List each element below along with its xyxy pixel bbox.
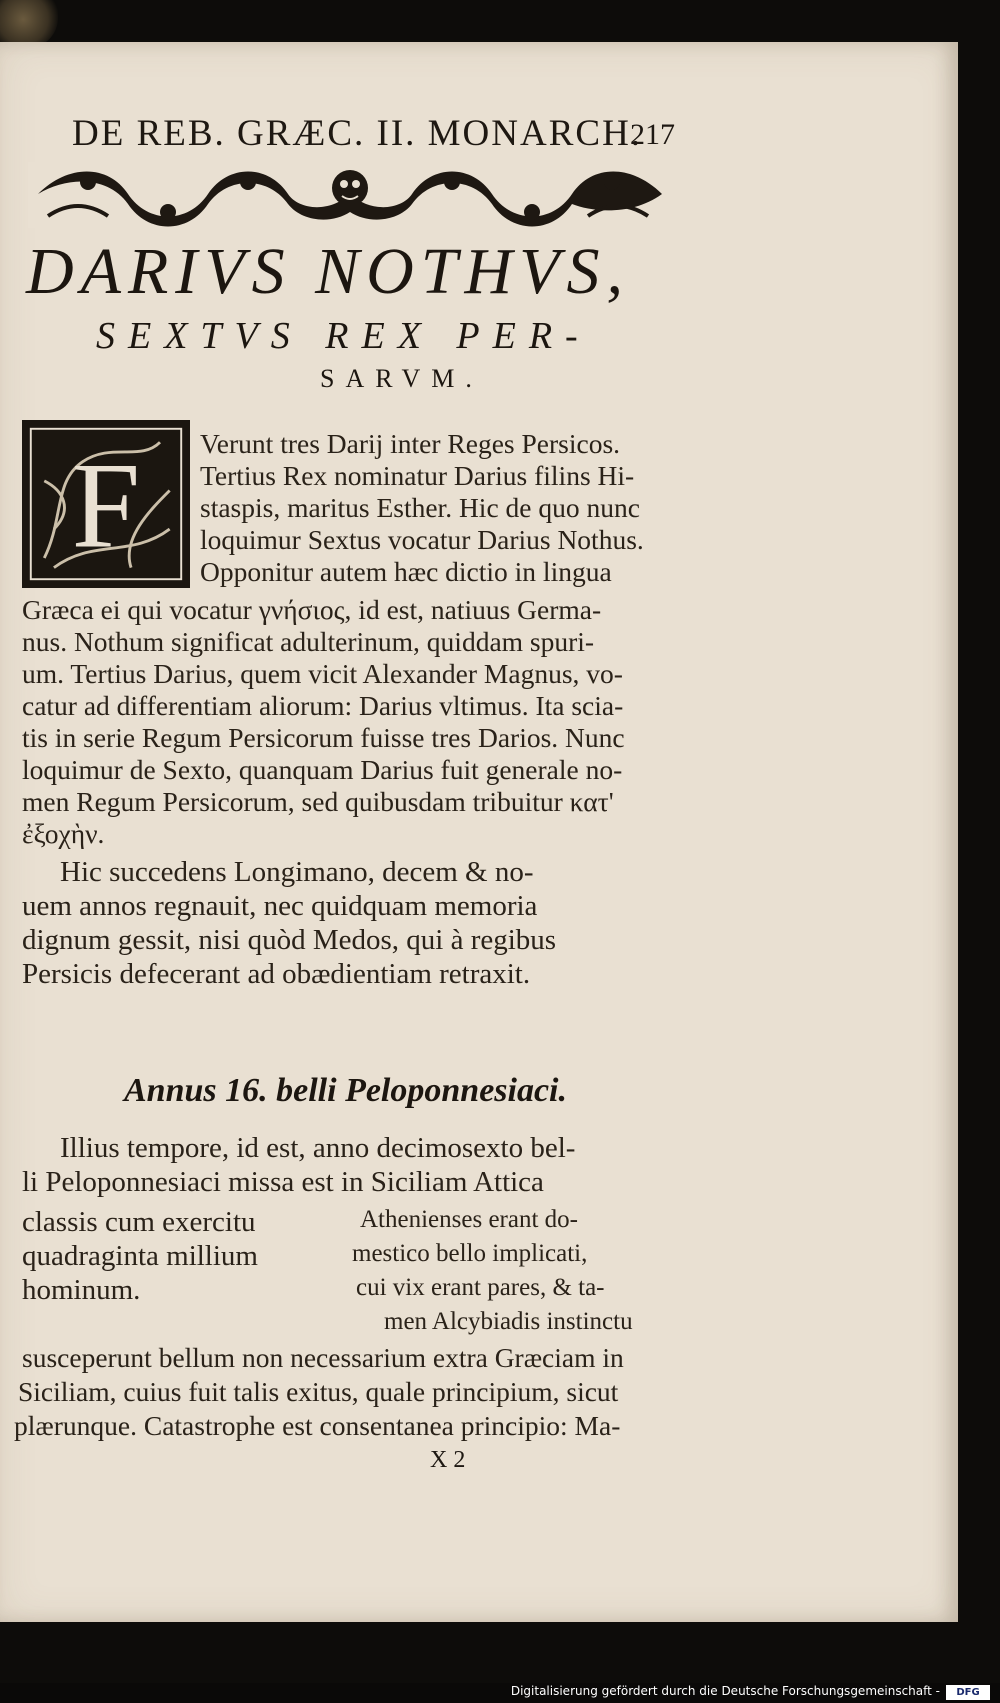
scan-credit-text: Digitalisierung gefördert durch die Deutsche Forschungsgemeinschaft - (510, 1684, 940, 1698)
text-line: cui vix erant pares, & ta- (356, 1274, 605, 1301)
text-line: Opponitur autem hæc dictio in lingua (200, 556, 612, 587)
text-line: Siciliam, cuius fuit talis exitus, quale principium, sicut (18, 1376, 619, 1407)
chapter-subtitle-line1: SEXTVS REX PER- (96, 315, 591, 357)
text-line: susceperunt bellum non necessarium extra Græciam in (22, 1342, 624, 1373)
dfg-logo: DFG (946, 1685, 990, 1700)
text-line: mestico bello implicati, (352, 1240, 588, 1267)
text-line: men Alcybiadis instinctu (384, 1308, 633, 1335)
decorated-initial-letter-icon (25, 423, 187, 585)
text-line: classis cum exercitu (22, 1206, 256, 1238)
text-line: Verunt tres Darij inter Reges Persicos. (200, 428, 621, 459)
text-line: Græca ei qui vocatur γνήσιος, id est, natiuus Germa- (22, 594, 602, 625)
ornamental-headpiece-icon (28, 154, 672, 236)
text-line: loquimur de Sexto, quanquam Darius fuit generale no- (22, 754, 623, 785)
text-line: Persicis defecerant ad obædientiam retraxit. (22, 958, 531, 990)
text-line: catur ad differentiam aliorum: Darius vltimus. Ita scia- (22, 690, 624, 721)
text-line: loquimur Sextus vocatur Darius Nothus. (200, 524, 644, 555)
text-line: staspis, maritus Esther. Hic de quo nunc (200, 492, 640, 523)
text-line: uem annos regnauit, nec quidquam memoria (22, 890, 538, 922)
book-page (0, 42, 958, 1622)
chapter-subtitle-line2: SARVM. (320, 364, 483, 393)
chapter-title: DARIVS NOTHVS, (26, 235, 630, 308)
text-line: men Regum Persicorum, sed quibusdam tribuitur κατ' (22, 786, 614, 817)
page-number: 217 (630, 118, 675, 151)
initial-letter: F (71, 436, 141, 574)
section-subheading: Annus 16. belli Peloponnesiaci. (124, 1072, 567, 1109)
scan-corner-artifact (0, 0, 58, 48)
signature-mark: X 2 (430, 1447, 466, 1473)
text-line: hominum. (22, 1274, 141, 1306)
text-line: um. Tertius Darius, quem vicit Alexander Magnus, vo- (22, 658, 623, 689)
text-line: li Peloponnesiaci missa est in Siciliam Attica (22, 1166, 544, 1198)
text-line: tis in serie Regum Persicorum fuisse tres Darios. Nunc (22, 722, 625, 753)
text-line: Athenienses erant do- (360, 1206, 578, 1233)
running-title: DE REB. GRÆC. II. MONARCH. (72, 113, 643, 154)
decorated-initial (22, 420, 190, 588)
text-line: plærunque. Catastrophe est consentanea principio: Ma- (14, 1410, 621, 1441)
text-line: Illius tempore, id est, anno decimosexto bel- (60, 1132, 576, 1164)
text-line: Tertius Rex nominatur Darius filins Hi- (200, 460, 635, 491)
text-line: dignum gessit, nisi quòd Medos, qui à regibus (22, 924, 557, 956)
text-line: quadraginta millium (22, 1240, 258, 1272)
text-line: ἐξοχὴν. (22, 818, 105, 849)
text-line: nus. Nothum significat adulterinum, quiddam spuri- (22, 626, 595, 657)
text-line: Hic succedens Longimano, decem & no- (60, 856, 534, 888)
